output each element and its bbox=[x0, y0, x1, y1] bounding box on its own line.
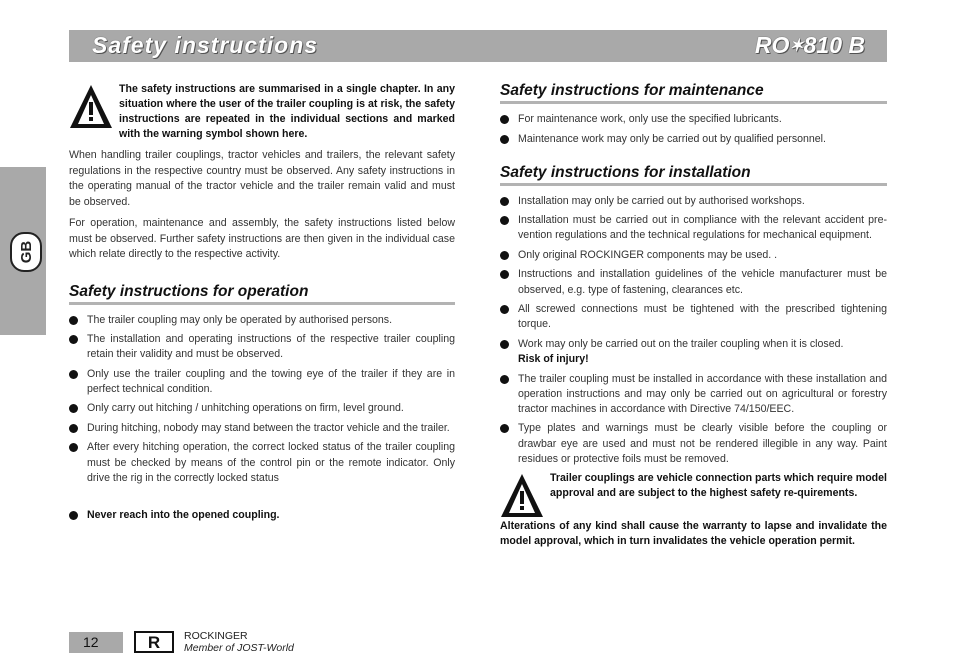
list-item-text: Type plates and warnings must be clearly visible before the coupling or drawbar eye are used and must not be rendered illegible in any way. Paint residues or protective foils must be removed. bbox=[518, 422, 887, 465]
bullet-dot-icon bbox=[500, 115, 509, 124]
list-item-text: Only carry out hitching / unhitching operations on firm, level ground. bbox=[87, 402, 404, 415]
list-item-text: During hitching, nobody may stand between the tractor vehicle and the trailer. bbox=[87, 421, 450, 434]
list-item bbox=[69, 508, 455, 523]
brand-tagline: Member of JOST-World bbox=[184, 642, 294, 654]
operation-section-title: Safety instructions for operation bbox=[69, 283, 455, 305]
approval-warning-text-2: Alterations of any kind shall cause the warranty to lapse and invalidate the model approval, which in turn invalidates the vehicle operation permit. bbox=[500, 520, 887, 548]
list-item-text: Only original ROCKINGER components may be used. . bbox=[518, 248, 778, 261]
brand-name: ROCKINGER bbox=[184, 630, 248, 642]
right-column bbox=[500, 82, 887, 549]
never-reach-list bbox=[69, 508, 455, 523]
rockinger-logo-icon bbox=[134, 631, 174, 653]
list-item bbox=[69, 401, 455, 416]
bullet-dot-icon bbox=[500, 340, 509, 349]
never-reach-text: Never reach into the opened coupling. bbox=[87, 509, 280, 522]
bullet-dot-icon bbox=[69, 370, 78, 379]
list-item-text: Installation must be carried out in compliance with the relevant accident pre-vention regulations and the technical regulations for mechanical equipment. bbox=[518, 214, 887, 242]
warning-triangle-icon bbox=[500, 473, 544, 519]
model-name bbox=[755, 32, 865, 59]
bullet-dot-icon bbox=[500, 197, 509, 206]
installation-list bbox=[500, 194, 887, 467]
list-item-text: Maintenance work may only be carried out by qualified personnel. bbox=[518, 132, 826, 145]
maintenance-list bbox=[500, 112, 887, 147]
bullet-dot-icon bbox=[69, 335, 78, 344]
page-number: 12 bbox=[69, 632, 123, 653]
approval-warning bbox=[500, 471, 887, 549]
list-item bbox=[69, 421, 455, 436]
bullet-dot-icon bbox=[500, 251, 509, 260]
list-item-text: For maintenance work, only use the specified lubricants. bbox=[518, 113, 782, 125]
language-badge bbox=[10, 232, 42, 272]
list-item-text: Installation may only be carried out by authorised workshops. bbox=[518, 194, 805, 207]
list-item bbox=[500, 267, 887, 297]
intro-paragraph-2: For operation, maintenance and assembly, the safety instructions listed below must be observed. Further safety instructions are then given in the individual case which relate directly to the respective activity. bbox=[69, 217, 455, 260]
list-item-text: The installation and operating instructions of the respective trailer coupling retain their validity and must be observed. bbox=[87, 333, 455, 361]
list-item bbox=[500, 421, 887, 467]
approval-warning-text: Trailer couplings are vehicle connection parts which require model approval and are subject to the highest safety re-quirements. bbox=[550, 472, 887, 500]
list-item bbox=[69, 332, 455, 362]
general-warning bbox=[69, 82, 455, 142]
page-title: Safety instructions bbox=[92, 32, 319, 58]
footer-brand bbox=[184, 630, 294, 654]
intro-paragraph-1: When handling trailer couplings, tractor vehicles and trailers, the relevant safety regulations in the respective country must be observed. Any safety instructions in the operating manual of the tractor vehicle and the trailer remain valid and must be observed. bbox=[69, 149, 455, 208]
header-bar bbox=[69, 30, 887, 62]
list-item-text: The trailer coupling must be installed in accordance with these installation and operation instructions and may only be carried out on agricultural or forestry tractor machines in accordance with Directive 74/150/EEC. bbox=[518, 372, 887, 415]
bullet-dot-icon bbox=[500, 216, 509, 225]
list-item bbox=[500, 248, 887, 263]
bullet-dot-icon bbox=[69, 404, 78, 413]
bullet-dot-icon bbox=[500, 375, 509, 384]
operation-list bbox=[69, 313, 455, 487]
list-item-text: After every hitching operation, the correct locked status of the trailer coupling must be checked by means of the control pin or the remote indicator. Only drive the rig in the correctly locked status bbox=[87, 441, 455, 484]
list-item-text: Instructions and installation guidelines of the vehicle manufacturer must be observed, e.g. type of fastening, clearances etc. bbox=[518, 268, 887, 296]
bullet-dot-icon bbox=[69, 316, 78, 325]
list-item-text: Work may only be carried out on the trailer coupling when it is closed. bbox=[518, 337, 844, 350]
list-item bbox=[500, 337, 887, 367]
model-prefix: RO bbox=[754, 32, 790, 58]
model-suffix: 810 B bbox=[803, 32, 865, 58]
list-item bbox=[500, 372, 887, 418]
list-item bbox=[69, 440, 455, 486]
bullet-dot-icon bbox=[69, 511, 78, 520]
bullet-dot-icon bbox=[500, 270, 509, 279]
list-item bbox=[500, 194, 887, 209]
language-label: GB bbox=[17, 240, 35, 264]
maintenance-section-title: Safety instructions for maintenance bbox=[500, 82, 887, 104]
risk-of-injury-text: Risk of injury! bbox=[518, 353, 589, 366]
bullet-dot-icon bbox=[69, 424, 78, 433]
list-item bbox=[69, 367, 455, 397]
warning-triangle-icon bbox=[69, 84, 113, 130]
bullet-dot-icon bbox=[500, 305, 509, 314]
installation-section-title: Safety instructions for installation bbox=[500, 164, 887, 186]
list-item bbox=[500, 213, 887, 243]
general-warning-text: The safety instructions are summarised in a single chapter. In any situation where the user of the trailer coupling is at risk, the safety instructions are repeated in the individual sections and marked with the warning symbol shown here. bbox=[119, 83, 455, 140]
list-item bbox=[500, 112, 887, 127]
logo-letter: R bbox=[147, 633, 161, 652]
bullet-dot-icon bbox=[500, 424, 509, 433]
list-item-text: All screwed connections must be tightened with the prescribed tightening torque. bbox=[518, 303, 887, 331]
list-item bbox=[500, 302, 887, 332]
model-star-icon: ✶ bbox=[789, 36, 804, 55]
list-item-text: Only use the trailer coupling and the towing eye of the trailer if they are in perfect technical condition. bbox=[87, 367, 455, 395]
left-column bbox=[69, 82, 455, 528]
list-item-text: The trailer coupling may only be operated by authorised persons. bbox=[87, 313, 393, 326]
list-item bbox=[69, 313, 455, 328]
list-item bbox=[500, 132, 887, 147]
bullet-dot-icon bbox=[500, 135, 509, 144]
bullet-dot-icon bbox=[69, 443, 78, 452]
